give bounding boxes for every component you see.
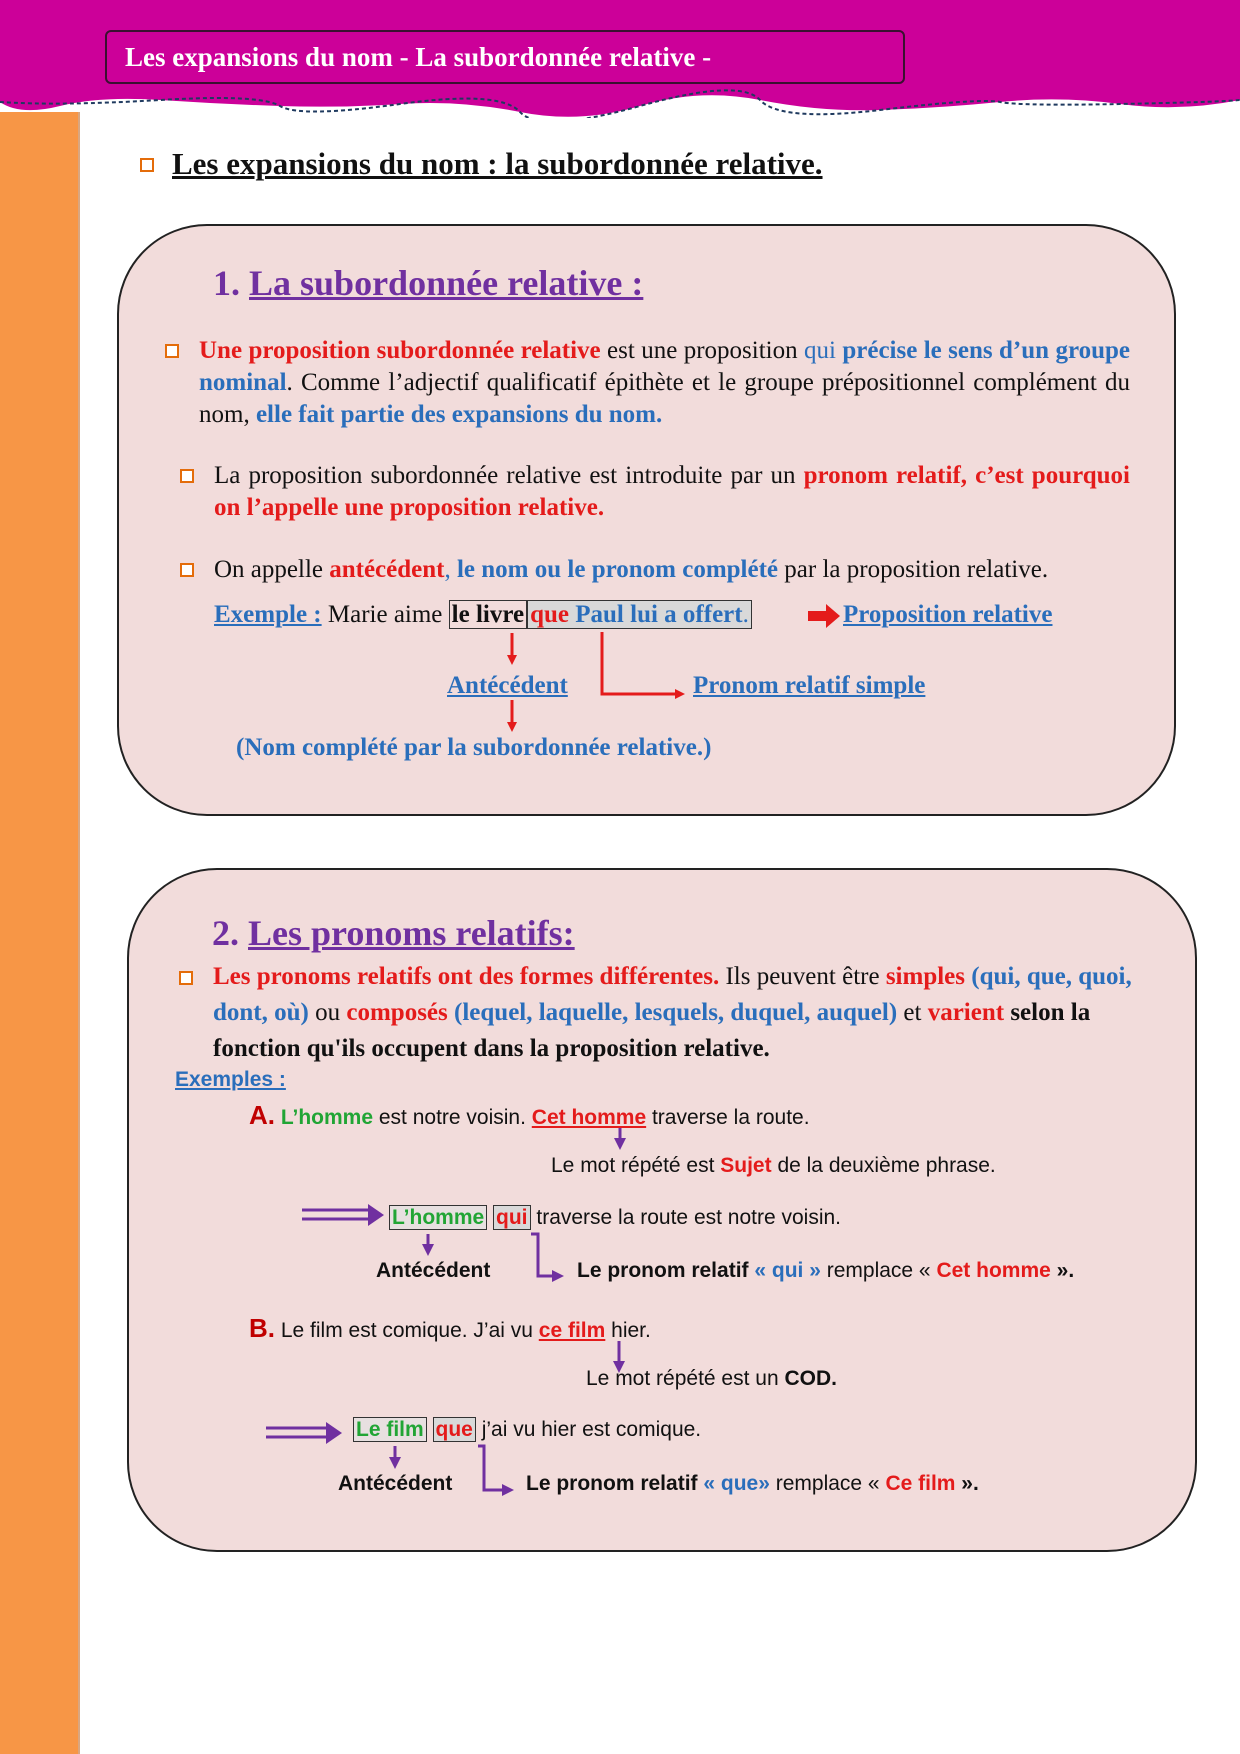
antecedent-box: le livre xyxy=(449,600,527,629)
text: Le mot répété est xyxy=(551,1154,721,1177)
text: . Comme l’adjectif qualificatif épithète et le groupe prépositionnel complément du nom, xyxy=(199,369,1130,428)
text-blue-bold: le nom ou le pronom complété xyxy=(456,556,779,583)
section2-heading-text: Les pronoms relatifs: xyxy=(248,913,575,953)
text-red-bold: pronom relatif, c’est pourquoi on l’appelle une proposition relative. xyxy=(214,462,1130,521)
text-red-bold: Ce film xyxy=(885,1472,956,1495)
text-blue-bold: précise le sens d’un groupe nominal xyxy=(199,337,1130,396)
text-red-bold: Les pronoms relatifs ont des formes différentes. xyxy=(213,963,720,990)
section2-heading-num: 2. xyxy=(212,913,239,953)
antecedent-box: Le film xyxy=(353,1417,427,1442)
relative-clause: Paul lui a offert xyxy=(569,601,743,628)
section1-heading-num: 1. xyxy=(213,263,240,303)
exA-antecedent-label: Antécédent xyxy=(376,1259,491,1282)
text: est une proposition xyxy=(600,337,804,364)
thick-arrow-icon xyxy=(808,604,840,628)
period: . xyxy=(742,601,749,628)
text: traverse la route est notre voisin. xyxy=(530,1206,842,1229)
text-red-bold: composés xyxy=(346,999,448,1026)
proposition-relative-label: Proposition relative xyxy=(843,601,1053,628)
text-blue: qui xyxy=(804,337,836,364)
double-arrow-icon xyxy=(302,1204,384,1226)
repeated-word: ce film xyxy=(538,1319,606,1342)
text-green: L’homme xyxy=(280,1106,374,1129)
text-red-bold: Sujet xyxy=(720,1154,772,1177)
text-red-bold: antécédent xyxy=(329,556,445,583)
antecedent-label: Antécédent xyxy=(447,672,568,699)
double-arrow-icon xyxy=(266,1422,342,1444)
arrow-icon xyxy=(478,1446,508,1490)
text-red-bold: simples xyxy=(885,963,965,990)
header-title: Les expansions du nom - La subordonnée relative - xyxy=(105,30,905,84)
text: remplace « xyxy=(820,1259,937,1282)
text-bold: selon la fonction qu'ils occupent dans la proposition relative. xyxy=(213,999,1091,1062)
pronoun-label: Pronom relatif simple xyxy=(693,672,926,699)
text-bold: Le pronom relatif xyxy=(577,1259,755,1282)
examples-label: Exemples : xyxy=(175,1068,286,1091)
pronoun-box: qui xyxy=(493,1205,531,1230)
text: La proposition subordonnée relative est introduite par un xyxy=(214,462,804,489)
text: j’ai vu hier est comique. xyxy=(475,1418,702,1441)
text: On appelle xyxy=(214,556,330,583)
text-blue-bold: « qui » xyxy=(754,1259,821,1282)
text: de la deuxième phrase. xyxy=(771,1154,996,1177)
section1-heading-text: La subordonnée relative : xyxy=(249,263,644,303)
main-title-text: Les expansions du nom : la subordonnée relative. xyxy=(172,146,823,181)
pronoun-box: que xyxy=(530,601,569,628)
antecedent-note: (Nom complété par la subordonnée relative.) xyxy=(236,734,712,761)
example-label: Exemple : xyxy=(214,601,322,628)
text: Marie aime xyxy=(321,601,449,628)
text-blue-bold: (qui, que, quoi, dont, où) xyxy=(213,963,1132,1026)
text-blue: , xyxy=(444,556,457,583)
text-red-bold: Cet homme xyxy=(936,1259,1051,1282)
text: Le mot répété est un xyxy=(586,1367,785,1390)
text-blue-bold: elle fait partie des expansions du nom. xyxy=(255,401,663,428)
text: Le film est comique. J’ai vu xyxy=(275,1319,539,1342)
text-bold: ». xyxy=(1050,1259,1075,1282)
text: traverse la route. xyxy=(646,1106,810,1129)
text-bold: Le pronom relatif xyxy=(526,1472,704,1495)
text: est notre voisin. xyxy=(373,1106,532,1129)
exB-antecedent-label: Antécédent xyxy=(338,1472,453,1495)
repeated-word: Cet homme xyxy=(531,1106,647,1129)
text: remplace « xyxy=(769,1472,886,1495)
arrow-icon xyxy=(602,632,680,694)
text: ou xyxy=(308,999,347,1026)
exA-letter: A. xyxy=(249,1100,275,1130)
text-blue-bold: « que» xyxy=(703,1472,770,1495)
pronoun-box: que xyxy=(433,1417,476,1442)
antecedent-box: L’homme xyxy=(389,1205,487,1230)
text-bold: ». xyxy=(955,1472,979,1495)
arrow-icon xyxy=(531,1234,558,1276)
text: et xyxy=(897,999,928,1026)
text-red: Une proposition subordonnée relative xyxy=(199,337,601,364)
text: par la proposition relative. xyxy=(778,556,1049,583)
text-bold: COD. xyxy=(784,1367,837,1390)
text-red-bold: varient xyxy=(927,999,1005,1026)
text: hier. xyxy=(605,1319,651,1342)
exB-letter: B. xyxy=(249,1313,275,1343)
text-blue-bold: (lequel, laquelle, lesquels, duquel, auquel) xyxy=(447,999,898,1026)
text: Ils peuvent être xyxy=(719,963,886,990)
